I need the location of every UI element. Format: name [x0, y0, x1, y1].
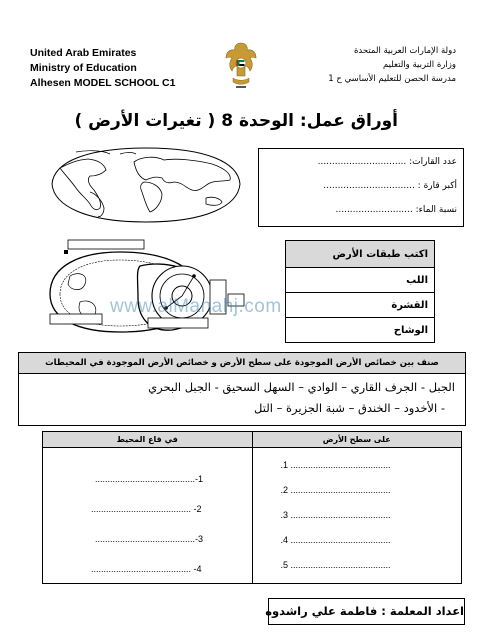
- earth-layers-table: [285, 240, 435, 343]
- ministry-en: Ministry of Education: [30, 62, 137, 74]
- layers-table-heading: اكتب طبقات الأرض: [286, 241, 435, 268]
- surface-answer-4[interactable]: .4 ........................................: [280, 535, 391, 545]
- classify-box: [18, 352, 466, 426]
- ocean-answer-2[interactable]: ........................................ -2: [91, 504, 202, 514]
- surface-column: [252, 448, 462, 584]
- uae-emblem-icon: [224, 40, 258, 90]
- country-ar: دولة الإمارات العربية المتحدة: [353, 46, 456, 56]
- layer-mantle: الوشاح: [286, 318, 435, 343]
- earth-layers-diagram: [40, 236, 250, 336]
- ocean-floor-column: [43, 448, 253, 584]
- school-ar: مدرسة الحصن للتعليم الأساسي ح 1: [328, 74, 456, 84]
- school-en: Alhesen MODEL SCHOOL C1: [30, 77, 176, 89]
- water-ratio-line: نسبة الماء: ...........................: [335, 205, 457, 215]
- layer-crust: القشرة: [286, 293, 435, 318]
- teacher-name-box: اعداد المعلمة : فاطمة علي راشدوه: [268, 598, 465, 625]
- ocean-answer-3[interactable]: ........................................-3: [95, 534, 204, 544]
- ministry-ar: وزارة التربية والتعليم: [383, 60, 456, 70]
- ocean-answer-1[interactable]: ........................................-1: [95, 474, 204, 484]
- page-title: أوراق عمل: الوحدة 8 ( تغيرات الأرض ): [74, 111, 398, 131]
- header-arabic: [328, 44, 456, 86]
- largest-continent-line: أكبر قارة : ................................: [323, 181, 457, 191]
- header-english: [30, 46, 175, 91]
- watermark: www.alManahj.com: [110, 296, 282, 317]
- surface-answer-1[interactable]: .1 ........................................: [280, 460, 391, 470]
- surface-answer-3[interactable]: .3 ........................................: [280, 510, 391, 520]
- word-bank-line-2: - الأخدود – الخندق – شبة الجزيرة – التل: [254, 401, 445, 415]
- col-surface-header: على سطح الأرض: [252, 432, 462, 448]
- ocean-answer-4[interactable]: ........................................ -4: [91, 564, 202, 574]
- word-bank-line-1: الجبل - الجرف القاري – الوادي – السهل السحيق - الجبل البحري: [148, 380, 455, 394]
- col-ocean-floor-header: في قاع المحيط: [43, 432, 253, 448]
- surface-answer-5[interactable]: .5 ........................................: [280, 560, 391, 570]
- country-en: United Arab Emirates: [30, 47, 137, 59]
- continents-count-line: عدد القارات: ...............................: [317, 157, 457, 167]
- classify-instruction: صنف بين خصائص الأرض الموجودة على سطح الأرض و خصائص الأرض الموجودة في المحيطات: [19, 353, 465, 374]
- continents-info-box: [258, 148, 464, 227]
- layer-core: اللب: [286, 268, 435, 293]
- surface-answer-2[interactable]: .2 ........................................: [280, 485, 391, 495]
- classification-answer-table: [42, 431, 462, 584]
- world-map-image: [46, 142, 246, 227]
